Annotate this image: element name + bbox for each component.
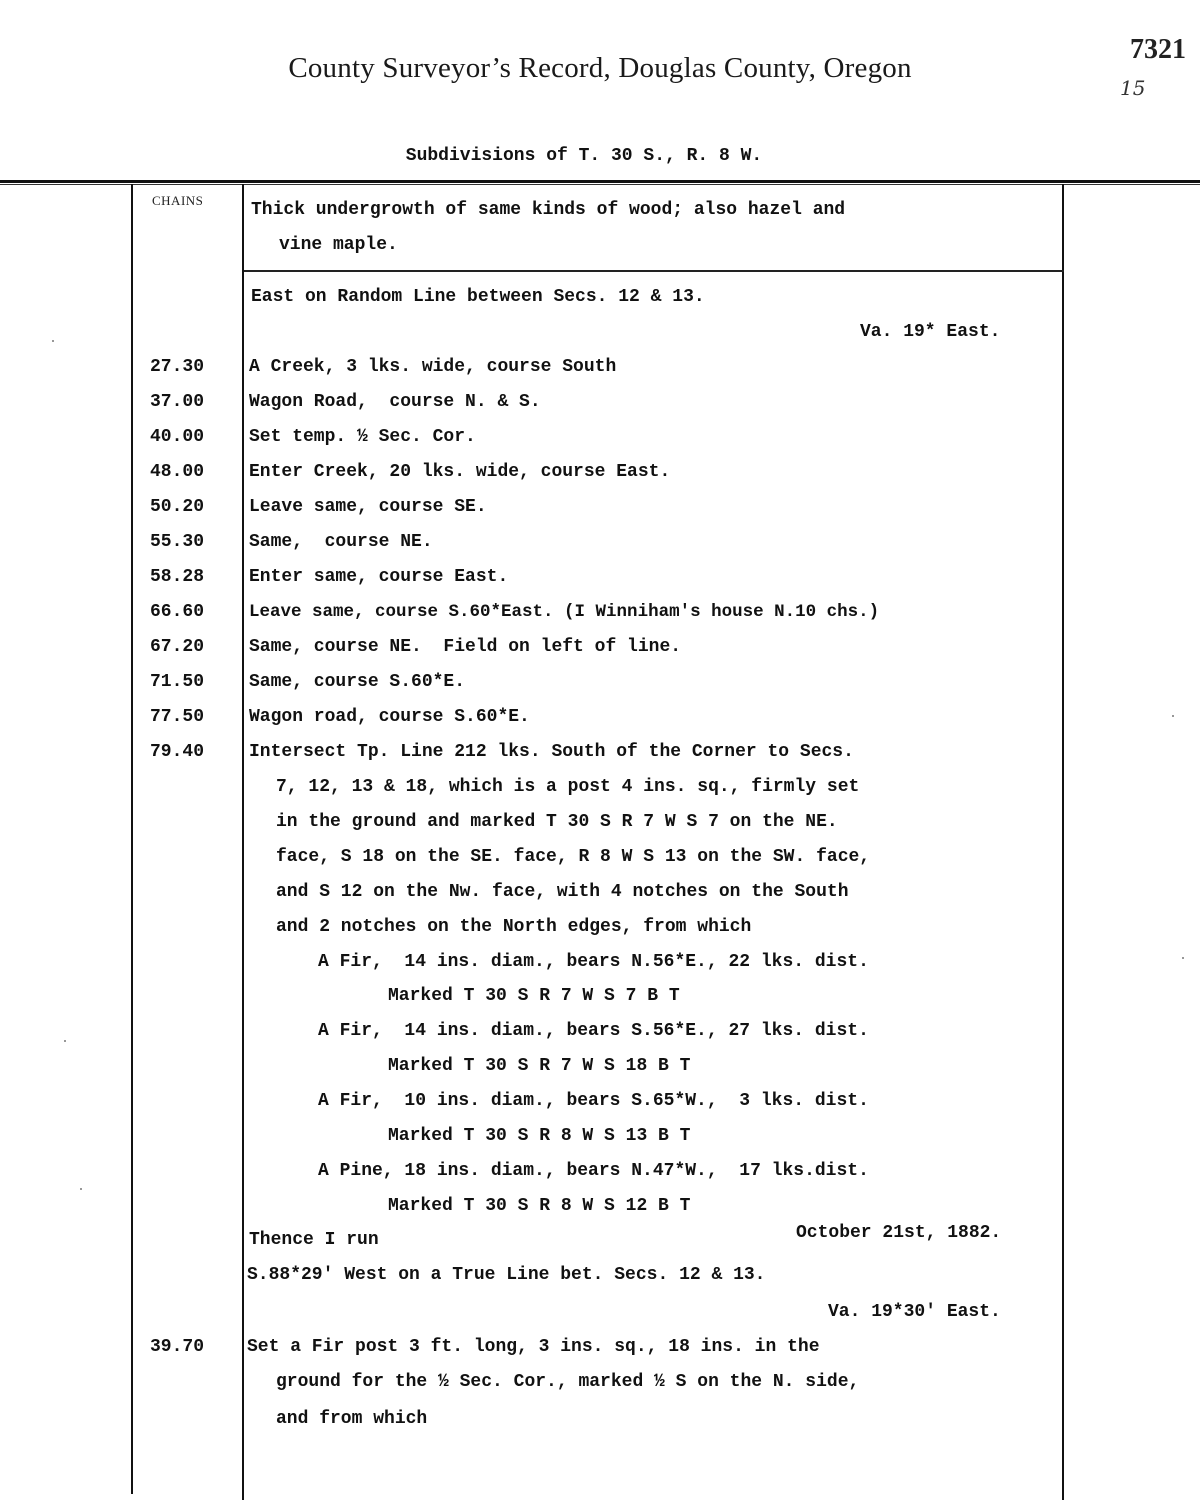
corner-line: 7, 12, 13 & 18, which is a post 4 ins. sq., firmly set xyxy=(276,777,860,797)
bearing-tree-line: A Fir, 10 ins. diam., bears S.65*W., 3 lks. dist. xyxy=(318,1091,869,1111)
column-divider-left xyxy=(131,184,133,1494)
page-subtitle: Subdivisions of T. 30 S., R. 8 W. xyxy=(405,146,763,166)
bearing-tree-line: A Fir, 14 ins. diam., bears N.56*E., 22 lks. dist. xyxy=(318,952,869,972)
section-heading-random-line: East on Random Line between Secs. 12 & 13. xyxy=(251,287,705,307)
corner-line: in the ground and marked T 30 S R 7 W S 7 on the NE. xyxy=(276,812,838,832)
chain-value: 48.00 xyxy=(150,462,205,482)
chain-value: 55.30 xyxy=(150,532,205,552)
corner-line: and 2 notches on the North edges, from which xyxy=(276,917,752,937)
bearing-tree-line: A Pine, 18 ins. diam., bears N.47*W., 17 lks.dist. xyxy=(318,1161,869,1181)
handwritten-note: 15 xyxy=(1120,76,1146,100)
variation-2: Va. 19*30' East. xyxy=(828,1302,1001,1322)
entry-text: A Creek, 3 lks. wide, course South xyxy=(249,357,617,377)
entry-text: Set a Fir post 3 ft. long, 3 ins. sq., 18 ins. in the xyxy=(247,1337,820,1357)
entry-text: Set temp. ½ Sec. Cor. xyxy=(249,427,476,447)
intro-line-2: vine maple. xyxy=(279,235,398,255)
chain-value: 58.28 xyxy=(150,567,205,587)
chain-value: 40.00 xyxy=(150,427,205,447)
bearing-tree-marked: Marked T 30 S R 7 W S 7 B T xyxy=(388,986,680,1006)
entry-text: Wagon Road, course N. & S. xyxy=(249,392,541,412)
header-rule-thin xyxy=(0,184,1200,185)
chain-value: 39.70 xyxy=(150,1337,205,1357)
variation-1: Va. 19* East. xyxy=(860,322,1001,342)
page-number: 7321 xyxy=(1130,34,1186,65)
chain-value: 71.50 xyxy=(150,672,205,692)
entry-text: Enter Creek, 20 lks. wide, course East. xyxy=(249,462,671,482)
bearing-tree-marked: Marked T 30 S R 7 W S 18 B T xyxy=(388,1056,691,1076)
chain-value: 79.40 xyxy=(150,742,205,762)
intro-rule xyxy=(244,270,1064,272)
header-rule xyxy=(0,180,1200,183)
entry-text: Leave same, course SE. xyxy=(249,497,487,517)
column-divider-right xyxy=(1062,184,1064,1500)
entry-text: Leave same, course S.60*East. (I Winniham's house N.10 chs.) xyxy=(249,602,880,622)
scan-speck xyxy=(80,1188,82,1190)
entry-text: and from which xyxy=(276,1409,428,1429)
entry-text: ground for the ½ Sec. Cor., marked ½ S on the N. side, xyxy=(276,1372,860,1392)
entry-text: Same, course NE. xyxy=(249,532,433,552)
chain-value: 67.20 xyxy=(150,637,205,657)
intro-line-1: Thick undergrowth of same kinds of wood; also hazel and xyxy=(251,200,846,220)
column-divider-middle xyxy=(242,184,244,1500)
survey-date: October 21st, 1882. xyxy=(796,1223,1002,1243)
scan-speck xyxy=(1172,715,1174,717)
chains-column-label: CHAINS xyxy=(152,193,204,208)
corner-line: face, S 18 on the SE. face, R 8 W S 13 on the SW. face, xyxy=(276,847,871,867)
scan-speck xyxy=(1182,957,1184,959)
entry-text: Enter same, course East. xyxy=(249,567,509,587)
bearing-tree-marked: Marked T 30 S R 8 W S 13 B T xyxy=(388,1126,691,1146)
chain-value: 50.20 xyxy=(150,497,205,517)
scan-speck xyxy=(64,1040,66,1042)
chain-value: 27.30 xyxy=(150,357,205,377)
thence-text: Thence I run xyxy=(249,1230,379,1250)
entry-text: Same, course NE. Field on left of line. xyxy=(249,637,682,657)
bearing-tree-marked: Marked T 30 S R 8 W S 12 B T xyxy=(388,1196,691,1216)
section-heading-true-line: S.88*29' West on a True Line bet. Secs. 12 & 13. xyxy=(247,1265,766,1285)
chain-value: 37.00 xyxy=(150,392,205,412)
entry-text: Wagon road, course S.60*E. xyxy=(249,707,530,727)
record-title: County Surveyor’s Record, Douglas County, Oregon xyxy=(288,52,912,84)
corner-line: and S 12 on the Nw. face, with 4 notches on the South xyxy=(276,882,849,902)
bearing-tree-line: A Fir, 14 ins. diam., bears S.56*E., 27 lks. dist. xyxy=(318,1021,869,1041)
scan-speck xyxy=(52,340,54,342)
entry-text: Same, course S.60*E. xyxy=(249,672,466,692)
chain-value: 77.50 xyxy=(150,707,205,727)
entry-text: Intersect Tp. Line 212 lks. South of the Corner to Secs. xyxy=(249,742,854,762)
chain-value: 66.60 xyxy=(150,602,205,622)
